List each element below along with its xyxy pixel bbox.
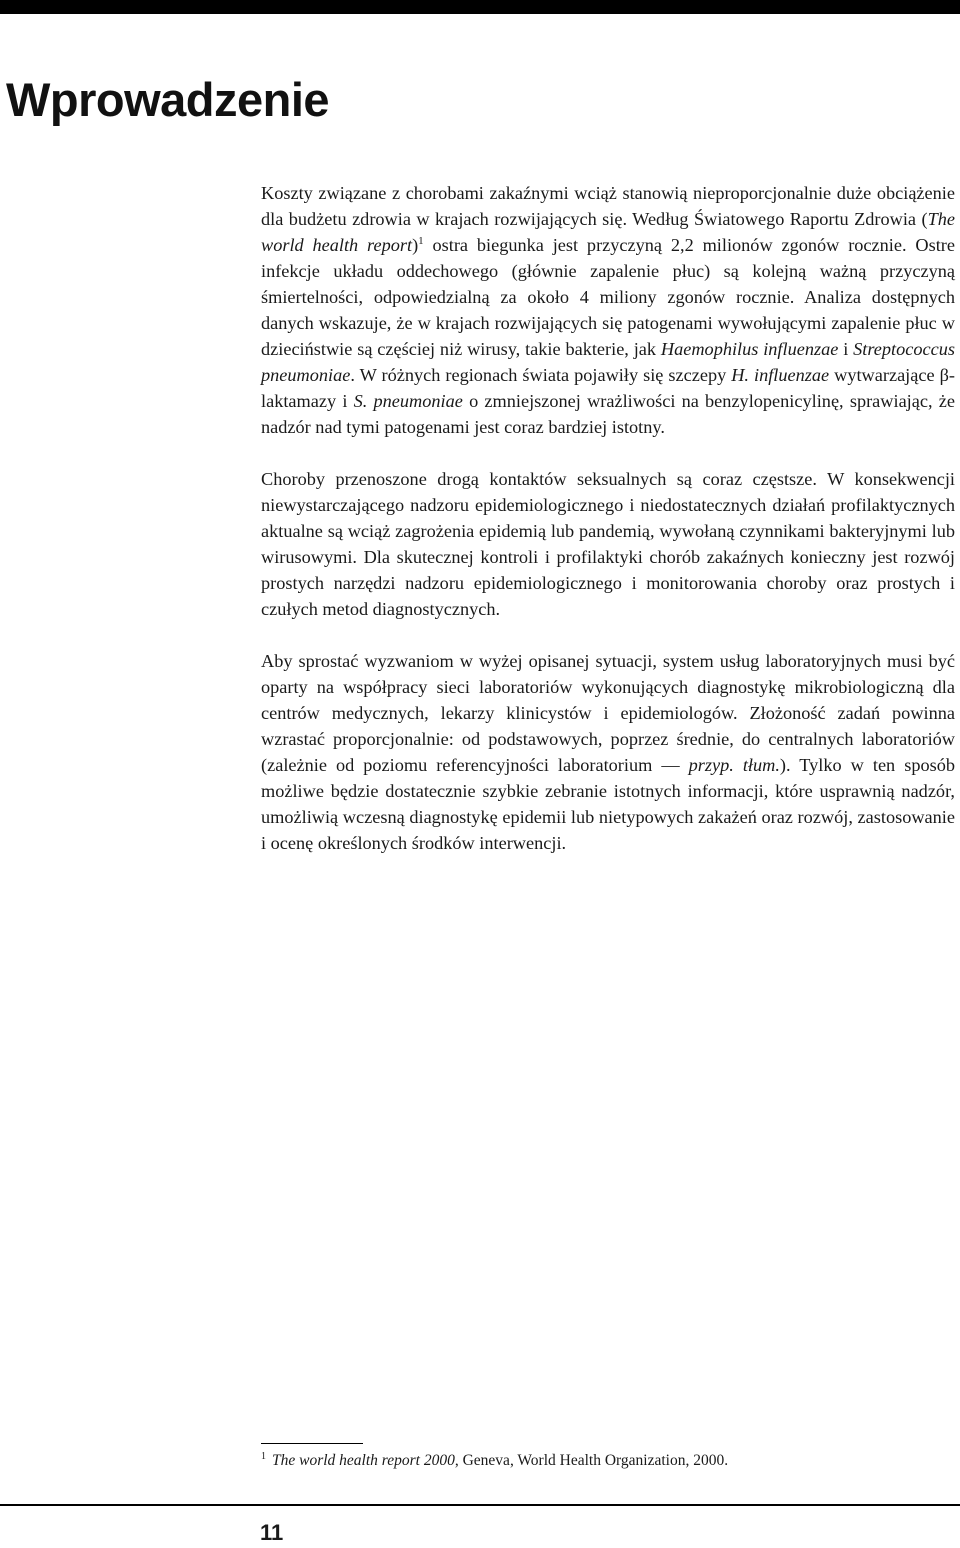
footnote: $^1$ The world health report 2000, Geneva, World Health Organization, 2000. xyxy=(261,1451,729,1469)
species-name: Streptococcus pneumoniae xyxy=(261,339,955,385)
footnote-rule xyxy=(261,1443,363,1444)
species-name: Haemophilus influenzae xyxy=(660,339,839,359)
translator-note: przyp. tłum. xyxy=(688,755,780,775)
paragraph-1: Koszty związane z chorobami zakaźnymi wciąż stanowią nieproporcjonalnie duże obciążenie dla budżetu zdrowia w krajach rozwijających się. Według Światowego Raportu Zdrowia (The world health report)$^1$ ostra biegunka jest przyczyną 2,2 milionów zgonów rocznie. Ostre infekcje układu oddechowego (głównie zapalenie płuc) są kolejną ważną przyczyną śmiertelności, odpowiedzialną za około 4 miliony zgonów rocznie. Analiza dostępnych danych wskazuje, że w krajach rozwijających się patogenami wywołującymi zapalenie płuc w dzieciństwie są częściej niż wirusy, takie bakterie, jak Haemophilus influenzae i Streptococcus pneumoniae. W różnych regionach świata pojawiły się szczepy H. influenzae wytwarzające β-laktamazy i S. pneumoniae o zmniejszonej wrażliwości na benzylopenicylinę, sprawiając, że nadzór nad tymi patogenami jest coraz bardziej istotny. xyxy=(261,183,955,437)
page-number: 11 xyxy=(260,1520,284,1545)
bottom-rule xyxy=(0,1504,960,1506)
species-name: H. influenzae xyxy=(731,365,830,385)
chapter-title: Wprowadzenie xyxy=(6,73,330,126)
top-rule xyxy=(0,0,960,14)
species-name: S. pneumoniae xyxy=(353,391,463,411)
body-text xyxy=(261,180,955,882)
report-title: The world health report xyxy=(261,209,955,255)
footnote-ref[interactable]: 1 xyxy=(418,235,424,247)
footnote-title: The world health report 2000 xyxy=(272,1452,455,1469)
footnote-number: 1 xyxy=(261,1451,266,1462)
paragraph-3: Aby sprostać wyzwaniom w wyżej opisanej sytuacji, system usług laboratoryjnych musi być oparty na współpracy sieci laboratoriów wykonujących diagnostykę mikrobiologiczną dla centrów medycznych, lekarzy klinicystów i epidemiologów. Złożoność zadań powinna wzrastać proporcjonalnie: od podstawowych, poprzez średnie, do centralnych laboratoriów (zależnie od poziomu referencyjności laboratorium — przyp. tłum.). Tylko w ten sposób możliwe będzie dostatecznie szybkie zebranie istotnych informacji, które usprawnią nadzór, umożliwią wczesną diagnostykę epidemii lub nietypowych zakażeń oraz rozwój, zastosowanie i ocenę określonych środków interwencji. xyxy=(261,651,955,853)
paragraph-2: Choroby przenoszone drogą kontaktów seksualnych są coraz częstsze. W konsekwencji niewystarczającego nadzoru epidemiologicznego i niedostatecznych działań profilaktycznych aktualne są wciąż zagrożenia epidemią lub pandemią, wywołaną czynnikami bakteryjnymi lub wirusowymi. Dla skutecznej kontroli i profilaktyki chorób zakaźnych konieczny jest rozwój prostych narzędzi nadzoru epidemiologicznego i monitorowania choroby oraz prostych i czułych metod diagnostycznych. xyxy=(261,469,955,619)
